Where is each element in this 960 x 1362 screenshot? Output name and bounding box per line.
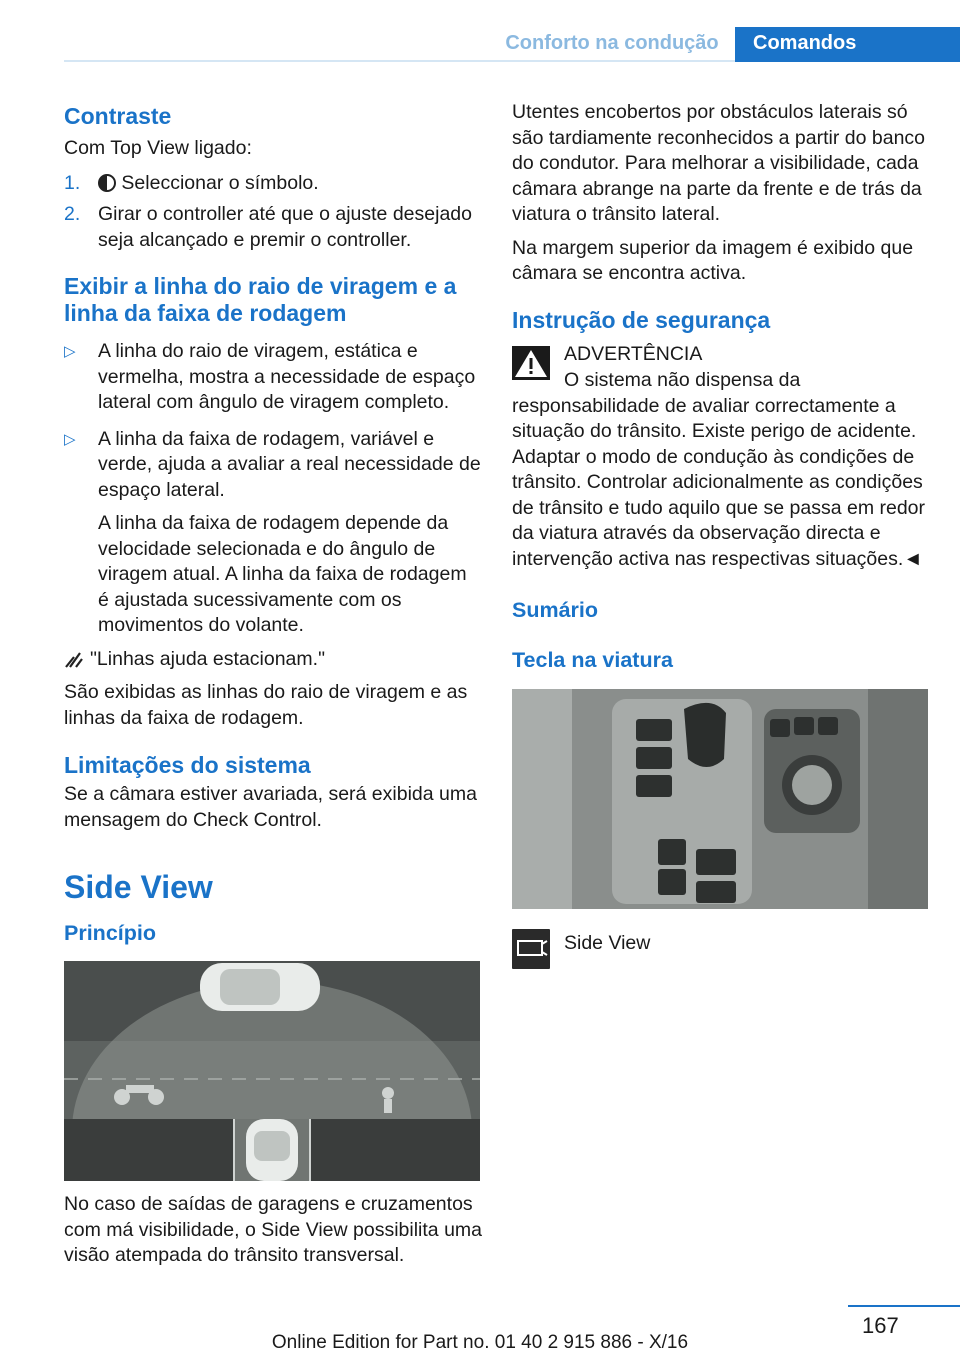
list-item [64, 339, 482, 416]
step-text: Seleccionar o símbolo. [121, 171, 319, 194]
bullet-text: A linha do raio de viragem, estática e vermelha, mostra a necessidade de espaço lateral com ângulo de viragem completo. [98, 340, 476, 413]
principio-text: No caso de saídas de garagens e cruzamentos com má visibilidade, o Side View possibilita uma visão atempada do trânsito transversal. [64, 1193, 483, 1266]
warning-triangle-icon [512, 346, 550, 380]
linhas-ajuda-label: "Linhas ajuda estacionam." [90, 647, 325, 670]
chapter-heading-side-view: Side View [64, 869, 213, 905]
contraste-intro: Com Top View ligado: [64, 137, 252, 159]
bullet-triangle-icon: ▷ [64, 430, 76, 448]
section-heading-seguranca: Instrução de segurança [512, 306, 771, 333]
left-column [64, 100, 482, 1269]
list-item [64, 427, 482, 639]
parking-lines-icon [64, 649, 84, 669]
header-section-title: Conforto na condução [505, 32, 719, 54]
header-chapter-tab: Comandos [735, 27, 960, 62]
footer-edition: Online Edition for Part no. 01 40 2 915 886 - X/16 [271, 1332, 689, 1353]
contraste-steps [64, 171, 482, 254]
warning-block [512, 342, 928, 573]
step-text: Girar o controller até que o ajuste desejado seja alcançado e premir o controller. [98, 203, 472, 251]
bullet-subtext: A linha da faixa de rodagem depende da velocidade selecionada e do ângulo de viragem atual. A linha da faixa de rodagem é ajustada sucessivamente com os movimentos do volante. [98, 512, 467, 636]
side-view-button-row [512, 929, 928, 969]
intro-paragraph-2: Na margem superior da imagem é exibido que câmara se encontra activa. [512, 236, 914, 284]
warning-label: ADVERTÊNCIA [564, 342, 703, 365]
list-item [64, 171, 482, 197]
section-heading-tecla: Tecla na viatura [512, 648, 673, 672]
limitacoes-text: Se a câmara estiver avariada, será exibida uma mensagem do Check Control. [64, 783, 477, 831]
footer-rule [848, 1305, 960, 1307]
bullet-text: A linha da faixa de rodagem, variável e verde, ajuda a avaliar a real necessidade de espaço lateral. [98, 427, 481, 501]
contrast-icon [98, 174, 116, 192]
warning-text: O sistema não dispensa da responsabilidade de avaliar correctamente a situação do trânsito. Existe perigo de acidente. Adaptar o modo de condução às condições de trânsito. Controlar adicionalmente as condições de trânsito e tudo aquilo que se passa em redor da viatura através da observação directa e intervenção activa nas respectivas situações.◄ [512, 369, 926, 570]
step-number: 2. [64, 203, 81, 225]
side-view-icon [512, 929, 550, 969]
section-heading-linhas: Exibir a linha do raio de viragem e a linha da faixa de rodagem [64, 273, 457, 326]
side-view-principle-illustration [64, 961, 480, 1181]
step-number: 1. [64, 171, 81, 194]
intro-paragraph-1: Utentes encobertos por obstáculos laterais só são tardiamente reconhecidos a partir do banco do condutor. Para melhorar a visibilidade, cada câmara abrange na parte da frente e de trás da viatura o trânsito lateral. [512, 101, 926, 225]
bullet-triangle-icon: ▷ [64, 343, 76, 360]
section-heading-principio: Princípio [64, 921, 156, 945]
section-heading-contraste: Contraste [64, 103, 172, 129]
right-column [512, 100, 928, 969]
section-heading-sumario: Sumário [512, 598, 599, 622]
list-item [64, 202, 482, 253]
page-number: 167 [862, 1313, 899, 1338]
side-view-label: Side View [564, 932, 651, 954]
linhas-ajuda-line [64, 647, 482, 673]
section-heading-limitacoes: Limitações do sistema [64, 752, 311, 778]
center-console-photo [512, 689, 928, 909]
linhas-bullets [64, 339, 482, 639]
linhas-text: São exibidas as linhas do raio de viragem e as linhas da faixa de rodagem. [64, 681, 468, 729]
